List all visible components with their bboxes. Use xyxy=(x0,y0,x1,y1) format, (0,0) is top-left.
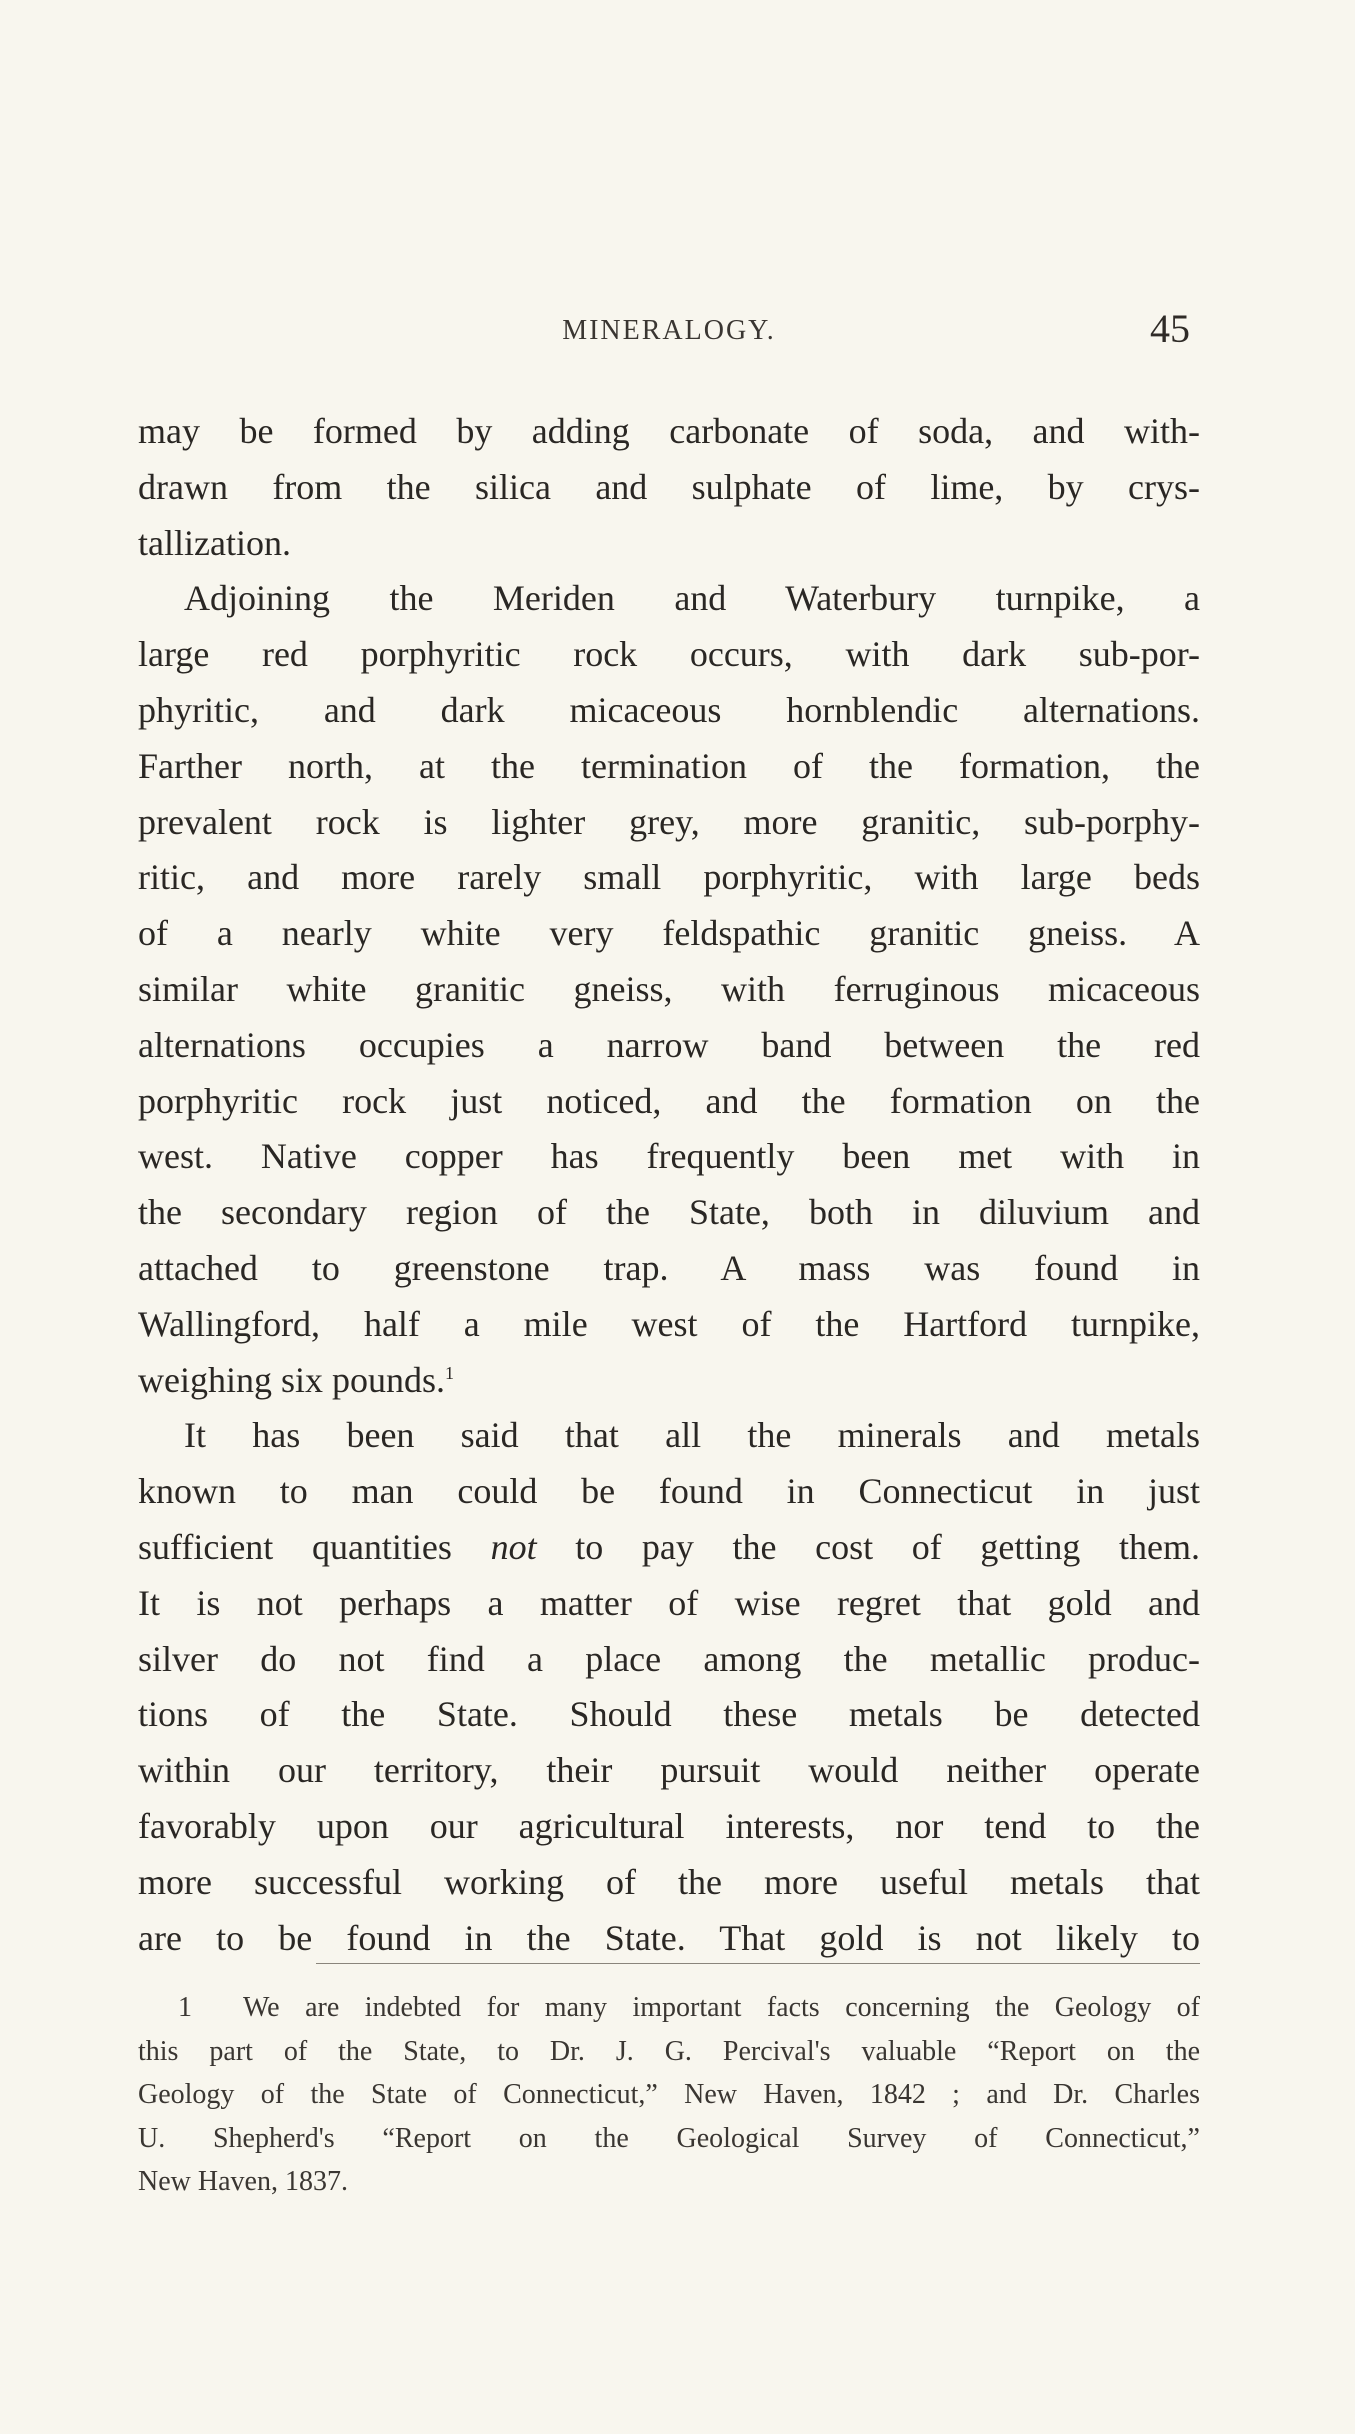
footnote-text: We are indebted for many important facts concerning the Geology of xyxy=(242,1992,1200,2023)
footnote-line xyxy=(138,1986,1200,2030)
text-line: prevalent rock is lighter grey, more granitic, sub-porphy- xyxy=(138,801,1200,842)
text-line: may be formed by adding carbonate of soda, and with- xyxy=(138,411,1200,451)
text-line: ritic, and more rarely small porphyritic, with large beds xyxy=(138,857,1200,898)
text-line: Farther north, at the termination of the formation, the xyxy=(138,745,1200,786)
text-line: more successful working of the more useful metals that xyxy=(138,1861,1200,1902)
text-line xyxy=(138,1520,1200,1576)
footnote-line: U. Shepherd's “Report on the Geological Survey of Connecticut,” xyxy=(138,2122,1200,2154)
text-fragment: sufficient quantities xyxy=(138,1526,452,1567)
text-line: the secondary region of the State, both in diluvium and xyxy=(138,1192,1200,1233)
text-line: Adjoining the Meriden and Waterbury turnpike, a xyxy=(184,578,1200,619)
page-header xyxy=(138,305,1200,365)
text-line: Wallingford, half a mile west of the Hartford turnpike, xyxy=(138,1303,1200,1344)
text-line: silver do not find a place among the metallic produc- xyxy=(138,1638,1200,1679)
text-line xyxy=(138,1353,1200,1409)
text-line: tallization. xyxy=(138,522,291,563)
running-head: MINERALOGY. xyxy=(562,315,776,346)
text-line: alternations occupies a narrow band between the red xyxy=(138,1024,1200,1065)
footnote-divider xyxy=(316,1963,1200,1964)
page-number: 45 xyxy=(1150,306,1190,351)
footnote-line: this part of the State, to Dr. J. G. Percival's valuable “Report on the xyxy=(138,2035,1200,2067)
italic-emphasis: not xyxy=(490,1526,537,1567)
text-line: phyritic, and dark micaceous hornblendic alternations. xyxy=(138,689,1200,730)
text-line: favorably upon our agricultural interests, nor tend to the xyxy=(138,1805,1200,1846)
text-line: are to be found in the State. That gold is not likely to xyxy=(138,1917,1200,1958)
text-line: known to man could be found in Connecticut in just xyxy=(138,1471,1200,1512)
body-text xyxy=(138,404,1200,1966)
text-line: of a nearly white very feldspathic granitic gneiss. A xyxy=(138,913,1200,954)
text-fragment: to pay the cost of getting them. xyxy=(575,1526,1201,1567)
footnote-number: 1 xyxy=(178,1992,192,2023)
text-line: similar white granitic gneiss, with ferruginous micaceous xyxy=(138,968,1200,1009)
text-line: within our territory, their pursuit would neither operate xyxy=(138,1750,1200,1791)
footnote-marker: 1 xyxy=(445,1362,455,1383)
footnote-line: Geology of the State of Connecticut,” New Haven, 1842 ; and Dr. Charles xyxy=(138,2079,1200,2110)
text-line: drawn from the silica and sulphate of lime, by crys- xyxy=(138,466,1200,507)
footnote-line: New Haven, 1837. xyxy=(138,2166,348,2197)
text-fragment: weighing six pounds. xyxy=(138,1359,446,1400)
text-line: It has been said that all the minerals and metals xyxy=(184,1415,1200,1456)
text-line: tions of the State. Should these metals be detected xyxy=(138,1694,1200,1735)
footnote xyxy=(138,1986,1200,2204)
text-line: attached to greenstone trap. A mass was found in xyxy=(138,1247,1200,1288)
text-line: large red porphyritic rock occurs, with dark sub-por- xyxy=(138,634,1200,675)
text-line: It is not perhaps a matter of wise regret that gold and xyxy=(138,1582,1200,1623)
text-line: west. Native copper has frequently been met with in xyxy=(138,1136,1200,1177)
text-line: porphyritic rock just noticed, and the formation on the xyxy=(138,1080,1200,1121)
